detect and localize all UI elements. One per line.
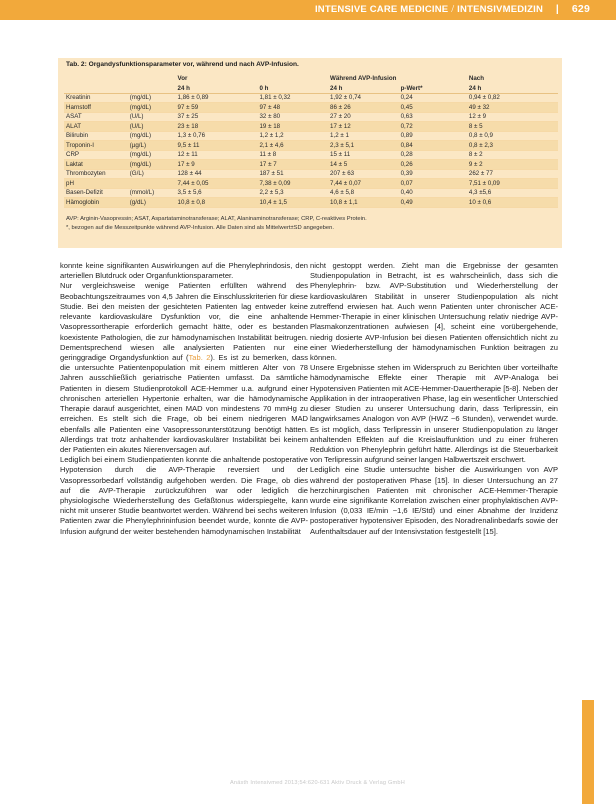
header-separator: | bbox=[555, 3, 560, 15]
table-row bbox=[64, 93, 558, 103]
table-cell-d0: 1,2 ± 1,2 bbox=[257, 131, 328, 141]
paragraph: Unsere Ergebnisse stehen im Widerspruch zu Berichten über vorteilhafte hämodynamische Effekte einer Therapie mit AVP-Analoga bei Hypotensiven Patienten mit ACE-Hemmer-Dauertherapie [5-8]. Neben der Applikation in der intraoperativen Phase, lag ein wesentlicher Unterschied dieser Studien zu unserer Untersuchung darin, dass Terlipressin, ein langwirksames Analogon von AVP (HWZ ~6 Stunden), verwendet wurde. Es ist möglich, dass Terlipressin in unserer Studienpopulation zu länger anhaltenden Effekten auf die Kreislauffunktion und zu einer früheren Reduktion von Phenylephrin geführt hätte. Allerdings ist die Steuerbarkeit von Terlipressin aufgrund seiner langen Halbwertszeit erschwert. bbox=[310, 363, 558, 465]
table-cell-unit: (mg/dL) bbox=[128, 93, 176, 103]
table-cell-d0: 7,38 ± 0,09 bbox=[257, 179, 328, 189]
table-cell-d24: 27 ± 20 bbox=[328, 112, 399, 122]
table-cell-after: 0,94 ± 0,82 bbox=[467, 93, 558, 103]
table-footnote bbox=[66, 215, 556, 233]
table-cell-after: 49 ± 32 bbox=[467, 103, 558, 113]
table-cell-param: pH bbox=[64, 179, 128, 189]
table-cell-d0: 187 ± 51 bbox=[257, 169, 328, 179]
table-cell-p: 0,39 bbox=[399, 169, 467, 179]
table-row bbox=[64, 150, 558, 160]
table-cell-unit: (U/L) bbox=[128, 122, 176, 132]
paragraph: Lediglich eine Studie untersuchte bisher die Auswirkungen von AVP während der postoperativen Phase [15]. In dieser Untersuchung an 27 herzchirurgischen Patienten mit chronischer ACE-Hemmer-Therapie wurde eine signifikante Korrelation zwischen einer prophylaktischen AVP-Infusion (0,033 IE/min ~1,6 IE/Std) und einer Abnahme der Inzidenz postoperativer hypotensiver Episoden, des Noradrenalinbedarfs sowie der Aufenthaltsdauer auf der Intensivstation festgestellt [15]. bbox=[310, 465, 558, 536]
table-cell-before: 1,3 ± 0,76 bbox=[176, 131, 258, 141]
table-row bbox=[64, 122, 558, 132]
table-cell-before: 37 ± 25 bbox=[176, 112, 258, 122]
table-row bbox=[64, 179, 558, 189]
table-cell-d0: 19 ± 18 bbox=[257, 122, 328, 132]
header-slash: / bbox=[451, 4, 455, 15]
table-cell-p: 0,84 bbox=[399, 141, 467, 151]
table-cell-after: 7,51 ± 0,09 bbox=[467, 179, 558, 189]
table-cell-before: 17 ± 9 bbox=[176, 160, 258, 170]
table-cell-p: 0,89 bbox=[399, 131, 467, 141]
subheader-before: 24 h bbox=[176, 84, 258, 94]
table-cell-d24: 86 ± 26 bbox=[328, 103, 399, 113]
table-cell-before: 3,5 ± 5,6 bbox=[176, 188, 258, 198]
table-cell-d0: 2,1 ± 4,6 bbox=[257, 141, 328, 151]
page-number: 629 bbox=[571, 3, 590, 15]
header-during: Während AVP-Infusion bbox=[330, 75, 397, 83]
table-cell-before: 1,86 ± 0,89 bbox=[176, 93, 258, 103]
subheader-after: 24 h bbox=[467, 84, 558, 94]
table-cell-d24: 17 ± 12 bbox=[328, 122, 399, 132]
subheader-d24: 24 h bbox=[328, 84, 399, 94]
table-cell-p: 0,63 bbox=[399, 112, 467, 122]
table-row bbox=[64, 198, 558, 208]
table-cell-d0: 10,4 ± 1,5 bbox=[257, 198, 328, 208]
table-cell-d24: 1,92 ± 0,74 bbox=[328, 93, 399, 103]
table-cell-param: Harnstoff bbox=[64, 103, 128, 113]
table-cell-before: 23 ± 18 bbox=[176, 122, 258, 132]
table-cell-unit: (mmol/L) bbox=[128, 188, 176, 198]
footnote-pvalue: *, bezogen auf die Messzeitpunkte während AVP-Infusion. Alle Daten sind als Mittelwert±SD angegeben. bbox=[66, 225, 334, 231]
table-cell-after: 9 ± 2 bbox=[467, 160, 558, 170]
table-cell-d24: 7,44 ± 0,07 bbox=[328, 179, 399, 189]
organ-dysfunction-table bbox=[64, 74, 558, 208]
table-cell-unit: (mg/dL) bbox=[128, 150, 176, 160]
table-cell-d0: 2,2 ± 5,3 bbox=[257, 188, 328, 198]
table-caption: Tab. 2: Organdysfunktionsparameter vor, während und nach AVP-Infusion. bbox=[66, 61, 299, 68]
table-cell-unit bbox=[128, 179, 176, 189]
table-cell-after: 8 ± 2 bbox=[467, 150, 558, 160]
table-cell-p: 0,40 bbox=[399, 188, 467, 198]
table-cell-param: Hämoglobin bbox=[64, 198, 128, 208]
subheader-d0: 0 h bbox=[257, 84, 328, 94]
table-cell-unit: (U/L) bbox=[128, 112, 176, 122]
table-sub-header-row bbox=[64, 84, 558, 94]
table-cell-d24: 1,2 ± 1 bbox=[328, 131, 399, 141]
table-cell-d0: 17 ± 7 bbox=[257, 160, 328, 170]
table-cell-before: 7,44 ± 0,05 bbox=[176, 179, 258, 189]
table-cell-before: 12 ± 11 bbox=[176, 150, 258, 160]
table-cell-d24: 4,6 ± 5,8 bbox=[328, 188, 399, 198]
table-cell-d24: 10,8 ± 1,1 bbox=[328, 198, 399, 208]
subheader-pval: p-Wert* bbox=[399, 84, 467, 94]
table-cell-p: 0,45 bbox=[399, 103, 467, 113]
table-cell-param: Bilirubin bbox=[64, 131, 128, 141]
table-row bbox=[64, 103, 558, 113]
table-cell-after: 8 ± 5 bbox=[467, 122, 558, 132]
table-cell-p: 0,49 bbox=[399, 198, 467, 208]
table-cell-p: 0,26 bbox=[399, 160, 467, 170]
table-group-header-row bbox=[64, 74, 558, 84]
table-cell-after: 4,3 ±5,6 bbox=[467, 188, 558, 198]
table-cell-after: 10 ± 0,6 bbox=[467, 198, 558, 208]
table-cell-before: 10,8 ± 0,8 bbox=[176, 198, 258, 208]
table-cell-unit: (µg/L) bbox=[128, 141, 176, 151]
header-after: Nach bbox=[468, 75, 485, 83]
page-footer: Anästh Intensivmed 2013;54:620-631 Aktiv Druck & Verlag GmbH bbox=[230, 780, 405, 786]
table-cell-after: 262 ± 77 bbox=[467, 169, 558, 179]
table-cell-before: 128 ± 44 bbox=[176, 169, 258, 179]
table-cell-after: 12 ± 9 bbox=[467, 112, 558, 122]
table-row bbox=[64, 112, 558, 122]
footnote-abbreviations: AVP: Arginin-Vasopressin; ASAT, Aspartataminotransferase; ALAT, Alaninaminotransferase; CRP, C-reaktives Protein. bbox=[66, 216, 367, 222]
table-cell-param: CRP bbox=[64, 150, 128, 160]
table-cell-before: 97 ± 59 bbox=[176, 103, 258, 113]
header-before: Vor bbox=[177, 75, 188, 83]
table-cell-p: 0,24 bbox=[399, 93, 467, 103]
table-cell-p: 0,28 bbox=[399, 150, 467, 160]
table-row bbox=[64, 160, 558, 170]
table-cell-param: ASAT bbox=[64, 112, 128, 122]
table-row bbox=[64, 131, 558, 141]
table-cell-p: 0,72 bbox=[399, 122, 467, 132]
table-cell-unit: (G/L) bbox=[128, 169, 176, 179]
table-cell-param: Kreatinin bbox=[64, 93, 128, 103]
table-reference-link[interactable]: Tab. 2 bbox=[188, 352, 211, 362]
header-left: INTENSIVE CARE MEDICINE bbox=[314, 4, 449, 15]
side-accent-bar bbox=[582, 700, 594, 804]
table-cell-d0: 97 ± 48 bbox=[257, 103, 328, 113]
paragraph: nicht gestoppt werden. Zieht man die Ergebnisse der gesamten Studienpopulation in Betracht, ist es wahrscheinlich, dass sich die Phenylephrin- bzw. AVP-Substitution und Wiederherstellung der kardiovaskulären Stabilität in unserer Studienpopulation als nicht zutreffend erwiesen hat. Auch wenn Patienten unter chronischer ACE-Hemmer-Therapie in einer klinischen Untersuchung relativ niedrige AVP-Plasmakonzentrationen aufwiesen [4], scheint eine vorübergehende, niedrig dosierte AVP-Infusion bei diesen Patienten offensichtlich nicht zu einer Wiederherstellung der hämodynamischen Funktion beitragen zu können. bbox=[310, 261, 558, 362]
table-cell-d0: 1,81 ± 0,32 bbox=[257, 93, 328, 103]
body-column-right bbox=[310, 261, 558, 537]
table-cell-d24: 207 ± 63 bbox=[328, 169, 399, 179]
header-right: INTENSIVMEDIZIN bbox=[457, 4, 544, 15]
table-cell-unit: (g/dL) bbox=[128, 198, 176, 208]
table-body bbox=[64, 93, 558, 207]
table-cell-param: Troponin-I bbox=[64, 141, 128, 151]
table-cell-after: 0,8 ± 2,3 bbox=[467, 141, 558, 151]
table-cell-param: Thrombozyten bbox=[64, 169, 128, 179]
paragraph: konnte keine signifikanten Auswirkungen auf die Phenylephrindosis, den arteriellen Blutdruck oder Organfunktionsparameter. bbox=[60, 261, 308, 281]
table-row bbox=[64, 141, 558, 151]
table-cell-d0: 11 ± 8 bbox=[257, 150, 328, 160]
table-row bbox=[64, 169, 558, 179]
table-cell-d24: 2,3 ± 5,1 bbox=[328, 141, 399, 151]
table-row bbox=[64, 188, 558, 198]
table-cell-unit: (mg/dL) bbox=[128, 131, 176, 141]
running-header bbox=[315, 3, 590, 15]
table-cell-unit: (mg/dL) bbox=[128, 103, 176, 113]
table-cell-d0: 32 ± 80 bbox=[257, 112, 328, 122]
table-cell-param: Basen-Defizit bbox=[64, 188, 128, 198]
table-cell-p: 0,07 bbox=[399, 179, 467, 189]
table-cell-unit: (mg/dL) bbox=[128, 160, 176, 170]
body-column-left bbox=[60, 261, 308, 537]
paragraph: Lediglich bei einem Studienpatienten konnte die anhaltende postoperative Hypotension durch die AVP-Therapie reversiert und der Vasopressorbedarf vollständig aufgehoben werden. Die Frage, ob dies auf die AVP-Therapie zurückzuführen war oder lediglich die physiologische Wiederherstellung des Gefäßtonus widerspiegelte, kann nicht mit unserer Studie beantwortet werden. Während bei sechs weiteren Patienten zwar die Phenylephrininfusion beendet wurde, konnte die AVP-Infusion aufgrund der weiter bestehenden hämodynamischen Instabilität bbox=[60, 455, 308, 536]
table-cell-param: Laktat bbox=[64, 160, 128, 170]
table-cell-d24: 14 ± 5 bbox=[328, 160, 399, 170]
paragraph: Nur vergleichsweise wenige Patienten erfüllten während des Beobachtungszeitraumes von 4,5 Jahren die Einschlusskriterien für diese Studie. Bei den meisten der gesichteten Patienten lag entweder keine relevante kardiovaskuläre Dysfunktion vor, die eine anhaltende Vasopressortherapie erforderlich gemacht hätte, oder es bestanden koexistente Pathologien, die zur hämodynamischen Instabilität beitrugen. Dementsprechend wiesen alle analysierten Patienten nur eine geringgradige Organdysfunktion auf (Tab. 2). Es ist zu bemerken, dass die untersuchte Patientenpopulation mit einem mittleren Alter von 78 Jahren ausschließlich geriatrische Patienten umfasst. Da sämtliche Patienten in diesem Studienprotokoll ACE-Hemmer u.a. aufgrund einer chronischen arteriellen Hypertonie erhalten, war die hämodynamische Therapie darauf ausgerichtet, einen MAD von mindestens 70 mmHg zu erreichen. Es stellt sich die Frage, ob bei einem niedrigeren MAD ebenfalls alle Patienten eine Vasopressorunterstützung benötigt hätten. Allerdings trat trotz anhaltender kardiovaskulärer Instabilität bei keinem der Patienten ein akutes Nierenversagen auf. bbox=[60, 281, 308, 454]
table-cell-after: 0,8 ± 0,9 bbox=[467, 131, 558, 141]
table-cell-d24: 15 ± 11 bbox=[328, 150, 399, 160]
table-cell-param: ALAT bbox=[64, 122, 128, 132]
table-cell-before: 9,5 ± 11 bbox=[176, 141, 258, 151]
